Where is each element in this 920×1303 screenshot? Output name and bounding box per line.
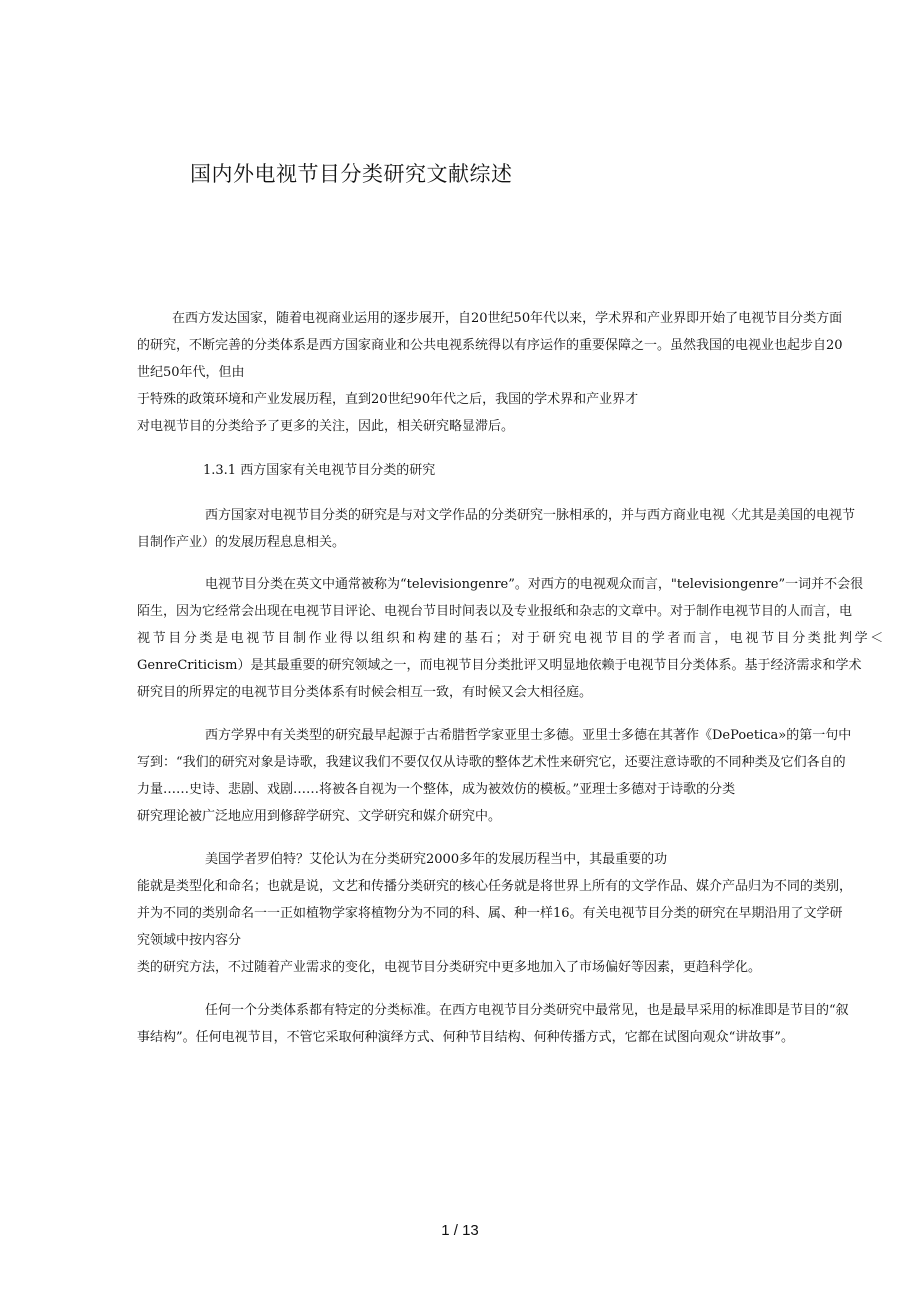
text-line: 类的研究方法，不过随着产业需求的变化，电视节目分类研究中更多地加入了市场偏好等因素，更趋科学化。 bbox=[137, 960, 762, 975]
text-line: 世纪50年代，但由 bbox=[137, 365, 245, 380]
text-line: 视节目分类是电视节目制作业得以组织和构建的基石；对于研究电视节目的学者而言，电视节目分类批判学＜ bbox=[137, 631, 886, 646]
text-line: 西方学界中有关类型的研究最早起源于古希腊哲学家亚里士多德。亚里士多德在其著作《DePoetica»的第一句中 bbox=[205, 728, 852, 743]
text-line: 对电视节目的分类给予了更多的关注，因此，相关研究略显滞后。 bbox=[137, 419, 515, 434]
section-heading: 1.3.1 西方国家有关电视节目分类的研究 bbox=[203, 463, 436, 478]
text-line: 的研究，不断完善的分类体系是西方国家商业和公共电视系统得以有序运作的重要保障之一。虽然我国的电视业也起步自20 bbox=[137, 338, 843, 353]
document-title: 国内外电视节目分类研究文献综述 bbox=[190, 162, 513, 186]
text-line: 目制作产业）的发展历程息息相关。 bbox=[137, 535, 346, 550]
text-line: 西方国家对电视节目分类的研究是与对文学作品的分类研究一脉相承的，并与西方商业电视〈尤其是美国的电视节 bbox=[205, 508, 856, 523]
text-line: 事结构”。任何电视节目，不管它采取何种演绎方式、何种节目结构、何种传播方式，它都在试图向观众“讲故事”。 bbox=[137, 1030, 794, 1045]
text-line: 于特殊的政策环境和产业发展历程，直到20世纪90年代之后，我国的学术界和产业界才 bbox=[137, 392, 639, 407]
text-line: 并为不同的类别命名一一正如植物学家将植物分为不同的科、属、种一样16。有关电视节目分类的研究在早期沿用了文学研 bbox=[137, 906, 843, 921]
text-line: 任何一个分类体系都有特定的分类标准。在西方电视节目分类研究中最常见，也是最早采用的标准即是节目的“叙 bbox=[205, 1003, 849, 1018]
page-indicator: 1 / 13 bbox=[441, 1222, 479, 1239]
text-line: GenreCriticism）是其最重要的研究领域之一，而电视节目分类批评又明显地依赖于电视节目分类体系。基于经济需求和学术 bbox=[137, 658, 862, 673]
text-line: 电视节目分类在英文中通常被称为“televisiongenre”。对西方的电视观众而言，"televisiongenre”一词并不会很 bbox=[205, 577, 864, 592]
text-line: 研究目的所界定的电视节目分类体系有时候会相互一致，有时候又会大相径庭。 bbox=[137, 685, 593, 700]
text-line: 美国学者罗伯特？艾伦认为在分类研究2000多年的发展历程当中，其最重要的功 bbox=[205, 852, 668, 867]
text-line: 究领域中按内容分 bbox=[137, 933, 242, 948]
text-line: 能就是类型化和命名；也就是说，文艺和传播分类研究的核心任务就是将世界上所有的文学作品、媒介产品归为不同的类别， bbox=[137, 879, 853, 894]
text-line: 在西方发达国家，随着电视商业运用的逐步展开，自20世纪50年代以来，学术界和产业界即开始了电视节目分类方面 bbox=[172, 311, 843, 326]
text-line: 力量……史诗、悲剧、戏剧……将被各自视为一个整体，成为被效仿的模板。”亚理士多德对于诗歌的分类 bbox=[137, 782, 736, 797]
text-line: 研究理论被广泛地应用到修辞学研究、文学研究和媒介研究中。 bbox=[137, 809, 502, 824]
text-line: 写到：“我们的研究对象是诗歌，我建议我们不要仅仅从诗歌的整体艺术性来研究它，还要注意诗歌的不同种类及它们各自的 bbox=[137, 755, 846, 770]
text-line: 陌生，因为它经常会出现在电视节目评论、电视台节目时间表以及专业报纸和杂志的文章中。对于制作电视节目的人而言，电 bbox=[137, 604, 853, 619]
